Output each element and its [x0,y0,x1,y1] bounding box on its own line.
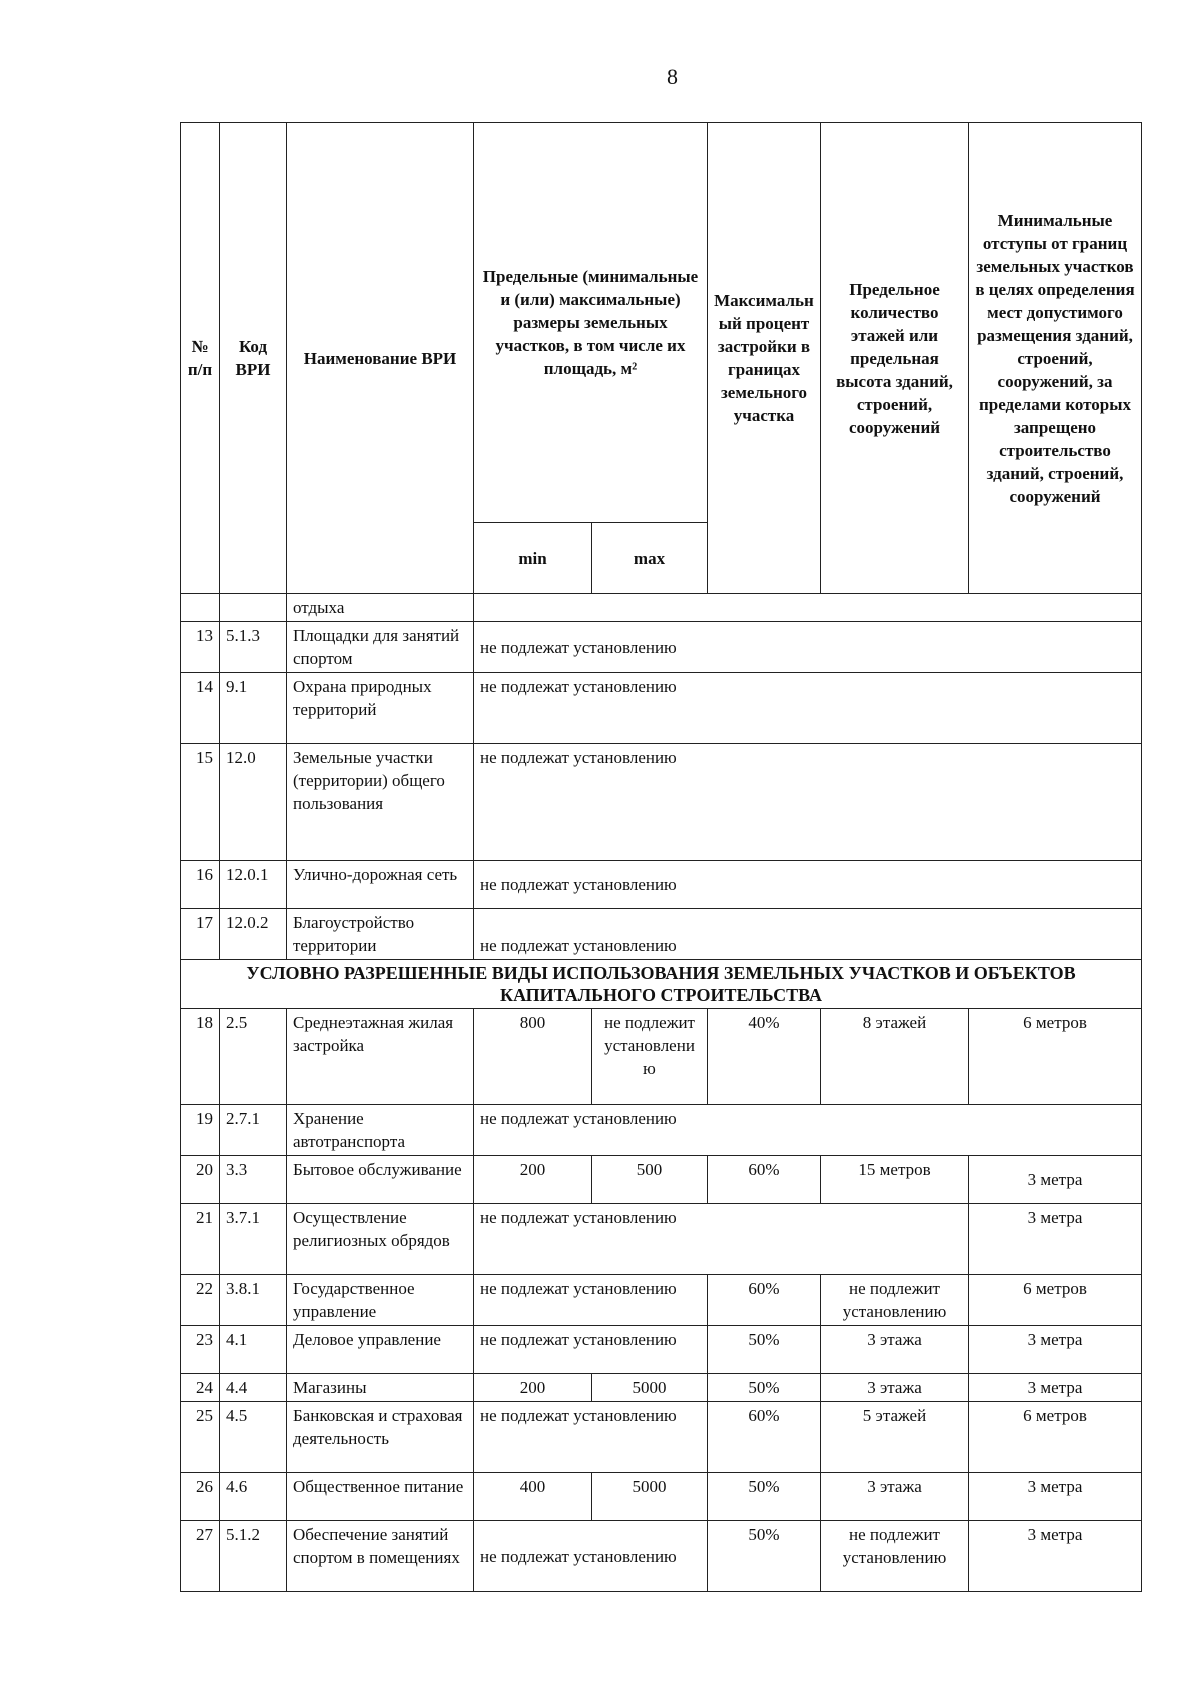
table-row: 27 5.1.2 Обеспечение занятий спортом в помещениях не подлежат установлению 50% не подлежит установлению 3 метра [181,1521,1142,1592]
table-row: 17 12.0.2 Благоустройство территории не подлежат установлению [181,909,1142,960]
table-row: 24 4.4 Магазины 200 5000 50% 3 этажа 3 метра [181,1374,1142,1402]
header-build-pct: Максимальный процент застройки в границах земельного участка [708,123,821,594]
section-row [181,960,1142,1009]
header-setbacks: Минимальные отступы от границ земельных участков в целях определения мест допустимого размещения зданий, строений, сооружений, за пределами которых запрещено строительство зданий, строений, сооружений [969,123,1142,594]
header-max: max [592,523,708,594]
table-row: 21 3.7.1 Осуществление религиозных обрядов не подлежат установлению 3 метра [181,1204,1142,1275]
header-code: Код ВРИ [220,123,287,594]
table-row: 26 4.6 Общественное питание 400 5000 50% 3 этажа 3 метра [181,1473,1142,1521]
header-name: Наименование ВРИ [287,123,474,594]
table-row: 19 2.7.1 Хранение автотранспорта не подлежат установлению [181,1105,1142,1156]
land-use-table [180,122,1142,1592]
page-number: 8 [667,64,678,89]
header-min: min [474,523,592,594]
header-num: № п/п [181,123,220,594]
table-row: 15 12.0 Земельные участки (территории) общего пользования не подлежат установлению [181,744,1142,861]
table-row: 20 3.3 Бытовое обслуживание 200 500 60% 15 метров 3 метра [181,1156,1142,1204]
table-row: 18 2.5 Среднеэтажная жилая застройка 800 не подлежит установлению 40% 8 этажей 6 метров [181,1009,1142,1105]
table-row: 25 4.5 Банковская и страховая деятельность не подлежат установлению 60% 5 этажей 6 метров [181,1402,1142,1473]
table-row [181,594,1142,622]
table-row: 22 3.8.1 Государственное управление не подлежат установлению 60% не подлежит установлению 6 метров [181,1275,1142,1326]
header-sizes: Предельные (минимальные и (или) максимальные) размеры земельных участков, в том числе их площадь, м² [474,123,708,523]
table-row: 23 4.1 Деловое управление не подлежат установлению 50% 3 этажа 3 метра [181,1326,1142,1374]
table-row: 13 5.1.3 Площадки для занятий спортом не подлежат установлению [181,622,1142,673]
header-floors: Предельное количество этажей или предельная высота зданий, строений, сооружений [821,123,969,594]
table-row: 14 9.1 Охрана природных территорий не подлежат установлению [181,673,1142,744]
section-title: УСЛОВНО РАЗРЕШЕННЫЕ ВИДЫ ИСПОЛЬЗОВАНИЯ ЗЕМЕЛЬНЫХ УЧАСТКОВ И ОБЪЕКТОВ КАПИТАЛЬНОГО СТРОИТЕЛЬСТВА [181,960,1142,1009]
table-row: 16 12.0.1 Улично-дорожная сеть не подлежат установлению [181,861,1142,909]
continuation-text: отдыха [287,594,474,622]
